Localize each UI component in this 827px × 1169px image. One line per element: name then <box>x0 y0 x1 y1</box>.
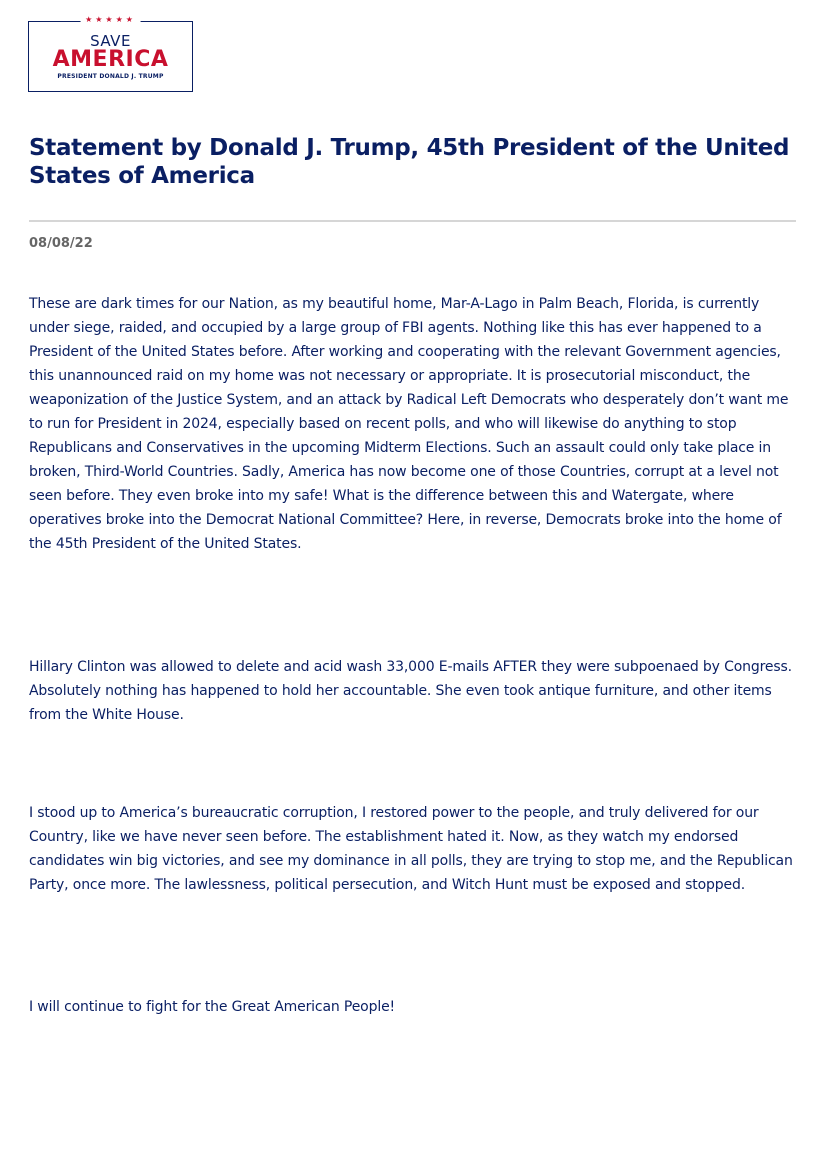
statement-paragraph-4: I will continue to fight for the Great American People! <box>29 999 395 1015</box>
logo-subtitle: PRESIDENT DONALD J. TRUMP <box>57 73 164 80</box>
statement-title: Statement by Donald J. Trump, 45th President of the United States of America <box>29 135 790 189</box>
statement-paragraph-1: These are dark times for our Nation, as my beautiful home, Mar-A-Lago in Palm Beach, Florida, is currently under siege, raided, and occupied by a large group of FBI agents. Nothing like this has ever happened to a President of the United States before. After working and cooperating with the relevant Government agencies, this unannounced raid on my home was not necessary or appropriate. It is prosecutorial misconduct, the weaponization of the Justice System, and an attack by Radical Left Democrats who desperately don’t want me to run for President in 2024, especially based on recent polls, and who will likewise do anything to stop Republicans and Conservatives in the upcoming Midterm Elections. Such an assault could only take place in broken, Third-World Countries. Sadly, America has now become one of those Countries, corrupt at a level not seen before. They even broke into my safe! What is the difference between this and Watergate, where operatives broke into the Democrat National Committee? Here, in reverse, Democrats broke into the home of the 45th President of the United States. <box>29 296 789 552</box>
title-divider <box>29 220 796 222</box>
logo-save-text: SAVE <box>90 32 131 50</box>
statement-paragraph-3: I stood up to America’s bureaucratic corruption, I restored power to the people, and truly delivered for our Country, like we have never seen before. The establishment hated it. Now, as they watch my endorsed candidates win big victories, and see my dominance in all polls, they are trying to stop me, and the Republican Party, once more. The lawlessness, political persecution, and Witch Hunt must be exposed and stopped. <box>29 805 793 893</box>
stars-icon: ★★★★★ <box>80 13 141 27</box>
logo-america-text: AMERICA <box>52 47 169 72</box>
statement-paragraph-2: Hillary Clinton was allowed to delete and acid wash 33,000 E-mails AFTER they were subpoenaed by Congress. Absolutely nothing has happened to hold her accountable. She even took antique furniture, and other items from the White House. <box>29 659 792 723</box>
statement-date: 08/08/22 <box>29 236 93 251</box>
save-america-logo[interactable] <box>28 15 193 92</box>
